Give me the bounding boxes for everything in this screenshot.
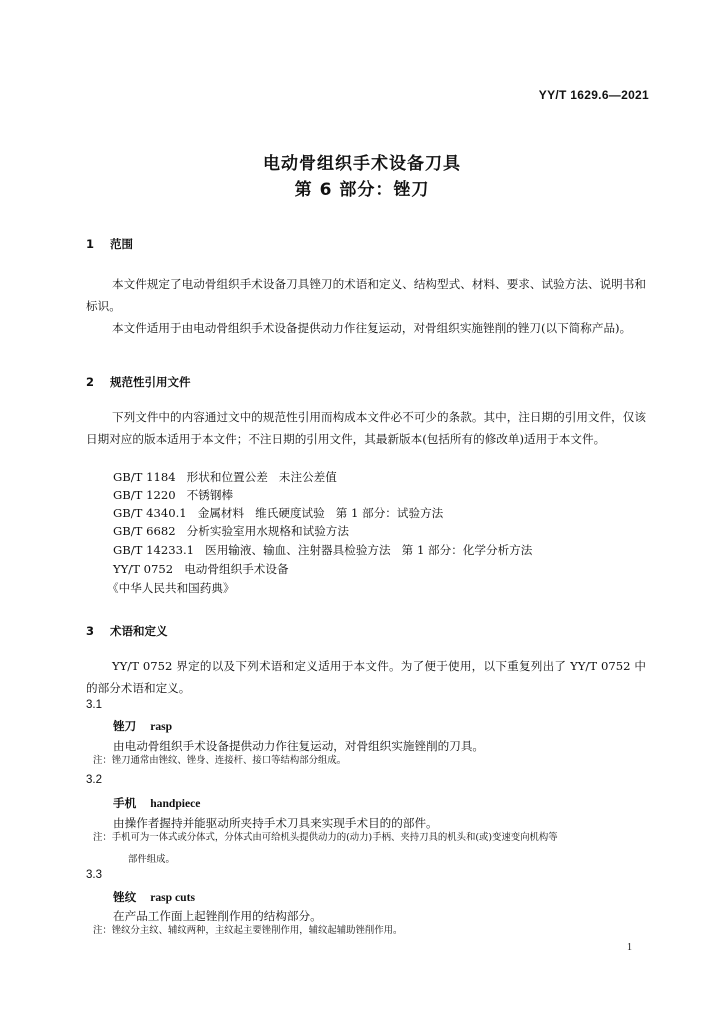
document-title: 电动骨组织手术设备刀具	[263, 154, 461, 174]
reference-item: GB/T 6682 分析实验室用水规格和试验方法	[113, 524, 349, 538]
term-name-en: rasp cuts	[150, 891, 195, 904]
term-name	[113, 889, 195, 905]
term-name	[113, 718, 172, 734]
term-number: 3.2	[86, 774, 102, 786]
term-note: 注：锉刀通常由锉纹、锉身、连接杆、接口等结构部分组成。	[93, 755, 347, 766]
term-number: 3.3	[86, 869, 102, 881]
reference-item: 《中华人民共和国药典》	[107, 581, 235, 595]
term-number: 3.1	[86, 699, 102, 711]
standard-number: YY/T 1629.6—2021	[538, 88, 649, 102]
document-subtitle: 第 6 部分：锉刀	[294, 180, 430, 200]
section-3-paragraph-1: YY/T 0752 界定的以及下列术语和定义适用于本文件。为了便于使用，以下重复列出了 YY/T 0752 中的部分术语和定义。	[86, 659, 646, 695]
section-3-number: 3	[86, 624, 95, 638]
term-note: 注：手机可为一体式或分体式，分体式由可给机头提供动力的(动力)手柄、夹持刀具的机头和(或)变速变向机构等	[93, 832, 558, 843]
section-2-paragraph-1: 下列文件中的内容通过文中的规范性引用而构成本文件必不可少的条款。其中，注日期的引用文件，仅该日期对应的版本适用于本文件；不注日期的引用文件，其最新版本(包括所有的修改单)适用于本文件。	[86, 410, 646, 446]
section-1-number: 1	[86, 237, 95, 251]
section-2-number: 2	[86, 375, 95, 389]
term-note: 注：锉纹分主纹、辅纹两种，主纹起主要锉削作用，辅纹起辅助锉削作用。	[93, 925, 403, 936]
term-definition: 由操作者握持并能驱动所夹持手术刀具来实现手术目的的部件。	[113, 816, 438, 830]
page-number: 1	[627, 942, 632, 953]
section-1-paragraph-2: 本文件适用于由电动骨组织手术设备提供动力作往复运动，对骨组织实施锉削的锉刀(以下简称产品)。	[112, 321, 632, 335]
term-definition: 在产品工作面上起锉削作用的结构部分。	[113, 909, 322, 923]
term-name-zh: 手机	[113, 796, 137, 810]
section-3-title: 术语和定义	[110, 624, 168, 638]
section-2-heading	[86, 374, 191, 390]
term-note-continuation: 部件组成。	[128, 854, 175, 865]
reference-item: YY/T 0752 电动骨组织手术设备	[113, 562, 289, 576]
reference-item: GB/T 1184 形状和位置公差 未注公差值	[113, 470, 337, 484]
section-3-heading	[86, 623, 168, 639]
term-name-zh: 锉纹	[113, 890, 137, 904]
section-2-title: 规范性引用文件	[110, 375, 191, 389]
reference-item: GB/T 14233.1 医用输液、输血、注射器具检验方法 第 1 部分：化学分析方法	[113, 543, 533, 557]
section-1-title: 范围	[110, 237, 133, 251]
term-definition: 由电动骨组织手术设备提供动力作往复运动，对骨组织实施锉削的刀具。	[113, 739, 485, 753]
reference-item: GB/T 1220 不锈钢棒	[113, 488, 234, 502]
term-name-en: handpiece	[150, 797, 201, 810]
term-name-en: rasp	[150, 720, 173, 733]
reference-item: GB/T 4340.1 金属材料 维氏硬度试验 第 1 部分：试验方法	[113, 506, 444, 520]
term-name	[113, 795, 200, 811]
term-name-zh: 锉刀	[113, 719, 137, 733]
section-1-heading	[86, 236, 133, 252]
section-1-paragraph-1: 本文件规定了电动骨组织手术设备刀具锉刀的术语和定义、结构型式、材料、要求、试验方法、说明书和标识。	[86, 277, 646, 313]
